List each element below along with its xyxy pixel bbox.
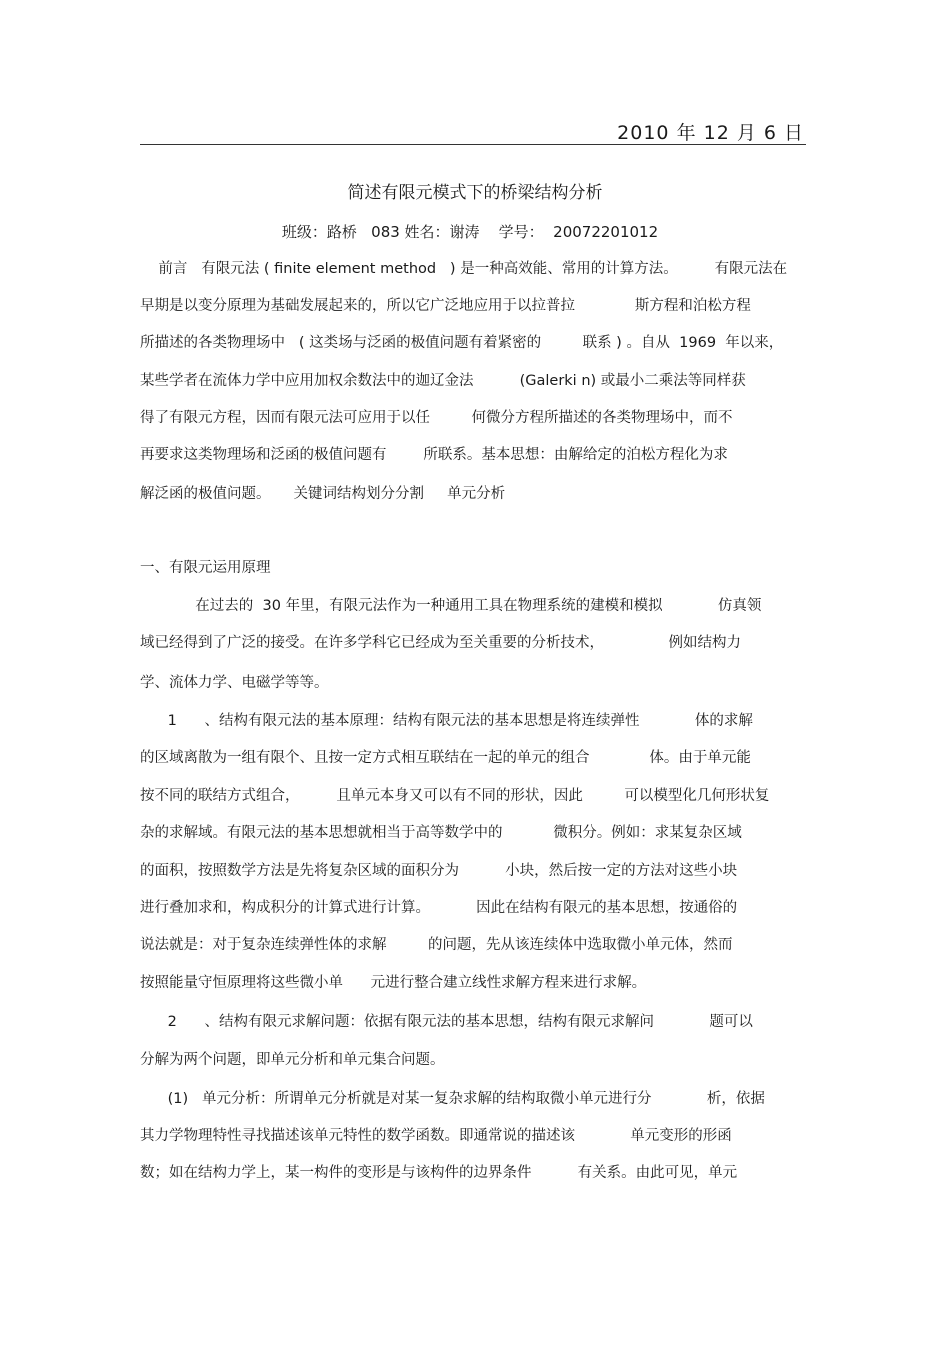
abstract-line: 得了有限元方程，因而有限元法可应用于以任 何微分方程所描述的各类物理场中，而不 bbox=[140, 410, 733, 426]
section-heading: 一、有限元运用原理 bbox=[140, 560, 271, 576]
author-info: 班级：路桥 083 姓名：谢涛 学号： 20072201012 bbox=[281, 223, 659, 241]
body-line: 的面积，按照数学方法是先将复杂区域的面积分为 小块，然后按一定的方法对这些小块 bbox=[140, 863, 738, 879]
body-line: (1) 单元分析：所谓单元分析就是对某一复杂求解的结构取微小单元进行分 析，依据 bbox=[140, 1091, 765, 1107]
header-date: 2010 年 12 月 6 日 bbox=[617, 122, 804, 144]
body-line: 在过去的 30 年里，有限元法作为一种通用工具在物理系统的建模和模拟 仿真领 bbox=[140, 598, 762, 614]
body-line: 进行叠加求和，构成积分的计算式进行计算。 因此在结构有限元的基本思想，按通俗的 bbox=[140, 900, 738, 916]
body-line: 1 、结构有限元法的基本原理：结构有限元法的基本思想是将连续弹性 体的求解 bbox=[140, 713, 753, 729]
body-line: 2 、结构有限元求解问题：依据有限元法的基本思想，结构有限元求解问 题可以 bbox=[140, 1014, 753, 1030]
body-line: 的区域离散为一组有限个、且按一定方式相互联结在一起的单元的组合 体。由于单元能 bbox=[140, 750, 751, 766]
abstract-line: 前言 有限元法 ( finite element method ) 是一种高效能、常用的计算方法。 有限元法在 bbox=[140, 261, 788, 277]
abstract-line: 某些学者在流体力学中应用加权余数法中的迦辽金法 (Galerki n) 或最小二乘法等同样获 bbox=[140, 373, 746, 389]
body-line: 数；如在结构力学上，某一构件的变形是与该构件的边界条件 有关系。由此可见，单元 bbox=[140, 1165, 738, 1181]
abstract-line: 早期是以变分原理为基础发展起来的，所以它广泛地应用于以拉普拉 斯方程和泊松方程 bbox=[140, 298, 751, 314]
body-line: 分解为两个问题，即单元分析和单元集合问题。 bbox=[140, 1052, 445, 1068]
abstract-line: 所描述的各类物理场中 ( 这类场与泛函的极值问题有着紧密的 联系 ) 。自从 1969 年以来， bbox=[140, 335, 784, 351]
body-line: 学、流体力学、电磁学等等。 bbox=[140, 675, 329, 691]
body-line: 按不同的联结方式组合， 且单元本身又可以有不同的形状，因此 可以模型化几何形状复 bbox=[140, 788, 770, 804]
body-line: 域已经得到了广泛的接受。在许多学科它已经成为至关重要的分析技术， 例如结构力 bbox=[140, 635, 742, 651]
header-divider bbox=[140, 144, 806, 145]
document-title: 简述有限元模式下的桥梁结构分析 bbox=[347, 183, 603, 203]
abstract-line: 再要求这类物理场和泛函的极值问题有 所联系。基本思想：由解给定的泊松方程化为求 bbox=[140, 447, 728, 463]
body-line: 其力学物理特性寻找描述该单元特性的数学函数。即通常说的描述该 单元变形的形函 bbox=[140, 1128, 732, 1144]
body-line: 杂的求解域。有限元法的基本思想就相当于高等数学中的 微积分。例如：求某复杂区域 bbox=[140, 825, 742, 841]
body-line: 按照能量守恒原理将这些微小单 元进行整合建立线性求解方程来进行求解。 bbox=[140, 975, 647, 991]
body-line: 说法就是：对于复杂连续弹性体的求解 的问题，先从该连续体中选取微小单元体，然而 bbox=[140, 937, 733, 953]
abstract-line: 解泛函的极值问题。 关键词结构划分分割 单元分析 bbox=[140, 486, 506, 502]
